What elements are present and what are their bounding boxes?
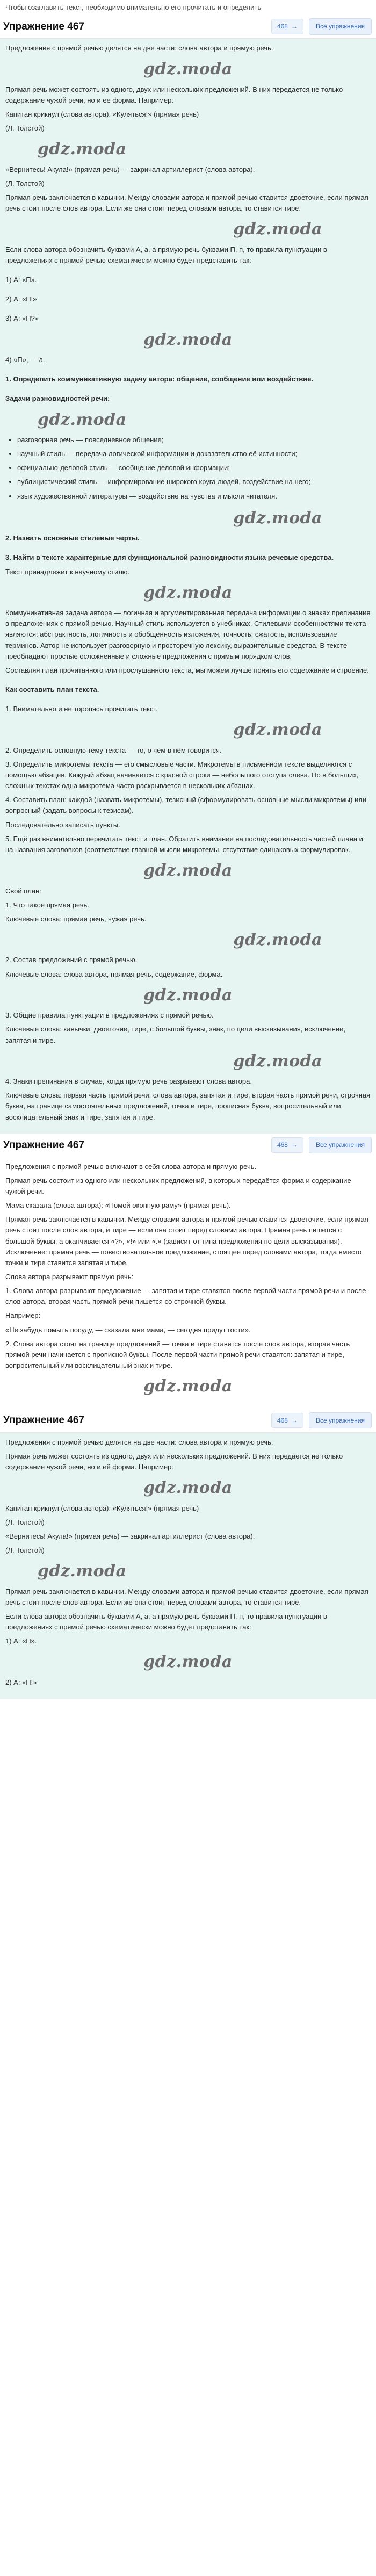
plan-heading: Как составить план текста. [5,686,99,694]
plan-item: 4. Составить план: каждой (назвать микротемы), тезисный (сформулировать основные мысли микротемы) или вопросный (задать вопросы к тезисам). [5,796,367,815]
paragraph: Прямая речь заключается в кавычки. Между словами автора и прямой речью ставится двоеточие, если прямая речь стоит после слов автора, и тире — если она стоит перед словами автора. Прямая речь пишется с большой буквы, а оканчивается «?», «!» или «.» (зависит от типа предложения по цели высказывания). Исключение: прямая речь — повествовательное предложение, стоящее перед словами автора, тогда вместо точки и тире ставится запятая и тире. [5,1215,368,1267]
paragraph: (Л. Толстой) [5,1546,45,1554]
plan-item: 1. Что такое прямая речь. [5,900,89,909]
question-2: 2. Назвать основные стилевые черты. [5,534,140,543]
scheme-line: 2) А: «П!» [5,1678,37,1686]
answer-card-2 [0,1157,376,1409]
exercise-title: Упражнение 467 [3,20,84,32]
next-exercise-number: 468 [277,1416,288,1424]
next-exercise-button[interactable] [271,19,303,34]
arrow-right-icon: → [291,1416,298,1424]
exercise-header [0,1409,376,1433]
watermark: gdz.moda [143,1377,233,1396]
paragraph: (Л. Толстой) [5,179,45,187]
scheme-line: 1) А: «П». [5,276,37,284]
header-actions [271,18,372,35]
watermark: gdz.moda [143,583,233,602]
paragraph: Прямая речь заключается в кавычки. Между словами автора и прямой речью ставится двоеточие, если прямая речь стоит после слов автора. Если же она стоит перед словами автора, то ставится тире. [5,1587,368,1606]
plan-item: 3. Общие правила пунктуации в предложениях с прямой речью. [5,1011,214,1020]
exercise-header [0,15,376,39]
paragraph: Если слова автора обозначить буквами А, а, а прямую речь буквами П, п, то правила пунктуации в предложениях с прямой речью схематически можно будет представить так: [5,245,327,265]
paragraph: Предложения с прямой речью делятся на две части: слова автора и прямую речь. [5,44,273,53]
paragraph: Если слова автора обозначить буквами А, а, а прямую речь буквами П, п, то правила пунктуации в предложениях с прямой речью схематически можно будет представить так: [5,1612,327,1632]
plan-item: Ключевые слова: первая часть прямой речи, слова автора, запятая и тире, вторая часть прямой речи, строчная буква, на границе самостоятельных предложений, точка и тире, прописная буква, вопросительный или восклицательный знак и тире, запятая и тире. [5,1091,371,1121]
list-item: • официально-деловой стиль — сообщение деловой информации; [17,463,371,473]
list-item: • публицистический стиль — информирование широкого круга людей, воздействие на него; [17,477,371,487]
header-actions [271,1412,372,1429]
paragraph: Предложения с прямой речью включают в себя слова автора и прямую речь. [5,1162,257,1171]
plan-item: 1. Внимательно и не торопясь прочитать текст. [5,705,158,713]
paragraph: Коммуникативная задача автора — логичная и аргументированная передача информации о знаках препинания в предложениях с прямой речью. Научный стиль используется в учебниках. Стилевыми особенностями текста являются: абстрактность, логичность и обобщённость изложения, точность, сжатость, использование терминов. Автор не использует разговорную и просторечную лексику, выразительные средства. В тексте преобладают простые осложнённые и сложные предложения с прямым порядком слов. [5,609,371,660]
paragraph: Составляя план прочитанного или прослушанного текста, мы можем лучше понять его содержание и строение. [5,666,369,674]
all-exercises-button[interactable]: Все упражнения [309,18,372,35]
watermark: gdz.moda [233,508,322,528]
plan-item: 2. Определить основную тему текста — то, о чём в нём говорится. [5,746,222,754]
next-exercise-number: 468 [277,1141,288,1149]
plan-item: 5. Ещё раз внимательно перечитать текст и план. Обратить внимание на последовательность частей плана и на названия заголовков (соответствие главной мысли микротемы, отсутствие одинаковых формулировок. [5,834,363,854]
watermark: gdz.moda [38,1562,127,1581]
watermark: gdz.moda [143,1478,233,1498]
plan-item: Ключевые слова: слова автора, прямая речь, содержание, форма. [5,970,223,978]
paragraph: Капитан крикнул (слова автора): «Куляться!» (прямая речь) [5,1504,199,1512]
paragraph: Слова автора разрывают прямую речь: [5,1273,134,1281]
paragraph: Прямая речь может состоять из одного, двух или нескольких предложений. В них передается не только содержание чужой речи, но и ее форма. Например: [5,85,343,104]
paragraph: «Вернитесь! Акула!» (прямая речь) — закричал артиллерист (слова автора). [5,1532,255,1540]
watermark: gdz.moda [38,410,127,429]
watermark: gdz.moda [143,330,233,349]
watermark: gdz.moda [38,140,127,159]
paragraph: (Л. Толстой) [5,1518,45,1526]
plan-item: Свой план: [5,886,41,895]
question-3: 3. Найти в тексте характерные для функциональной разновидности языка речевые средства. [5,553,334,562]
question-1-subheading: Задачи разновидностей речи: [5,394,110,403]
list-item: • научный стиль — передача логической информации и доказательство её истинности; [17,449,371,459]
scheme-line: 1) А: «П». [5,1637,37,1646]
all-exercises-button[interactable]: Все упражнения [309,1412,372,1429]
watermark: gdz.moda [233,930,322,949]
paragraph: 1. Слова автора разрывают предложение — запятая и тире ставятся после первой части прямой речи и после слов автора, вторая часть прямой речи пишется со строчной буквы. [5,1287,366,1306]
list-item: • язык художественной литературы — воздействие на чувства и мысли читателя. [17,491,371,502]
paragraph: Текст принадлежит к научному стилю. [5,567,130,576]
plan-item: Последовательно записать пункты. [5,820,120,829]
watermark: gdz.moda [143,60,233,79]
paragraph: Прямая речь заключается в кавычки. Между словами автора и прямой речью ставится двоеточие, если прямая речь стоит после слов автора. Если же она стоит перед словами автора, то ставится тире. [5,193,368,213]
paragraph: 2. Слова автора стоят на границе предложений — точка и тире ставятся после слов автора, вторая часть прямой речи начинается с прописной буквы. После первой части прямой речи ставятся: запятая и тире, вопросительный или восклицательный знак и тире. [5,1339,350,1369]
watermark: gdz.moda [143,985,233,1005]
next-exercise-button[interactable] [271,1413,303,1428]
paragraph: (Л. Толстой) [5,124,45,133]
paragraph: Например: [5,1311,41,1320]
scheme-line: 3) А: «П?» [5,314,39,323]
plan-item: Ключевые слова: кавычки, двоеточие, тире, с большой буквы, знак, по цели высказывания, исключение, запятая и тире. [5,1025,345,1044]
paragraph: Прямая речь может состоять из одного, двух или нескольких предложений. В них передается не только содержание чужой речи, но и её форма. Например: [5,1452,343,1471]
watermark: gdz.moda [143,1653,233,1672]
watermark: gdz.moda [233,1051,322,1071]
scheme-line: 4) «П», — а. [5,356,45,364]
intro-text: Чтобы озаглавить текст, необходимо внимательно его прочитать и определить [5,3,262,11]
arrow-right-icon: → [291,23,298,31]
paragraph: Капитан крикнул (слова автора): «Куляться!» (прямая речь) [5,110,199,119]
plan-item: 4. Знаки препинания в случае, когда прямую речь разрывают слова автора. [5,1077,252,1086]
watermark: gdz.moda [233,720,322,740]
question-1: 1. Определить коммуникативную задачу автора: общение, сообщение или воздействие. [5,375,314,384]
answer-card-1 [0,39,376,1134]
paragraph: Мама сказала (слова автора): «Помой оконную раму» (прямая речь). [5,1201,231,1210]
exercise-header [0,1134,376,1157]
speech-types-list [17,435,371,502]
watermark: gdz.moda [143,861,233,881]
watermark: gdz.moda [233,220,322,239]
plan-item: Ключевые слова: прямая речь, чужая речь. [5,914,147,923]
exercise-title: Упражнение 467 [3,1415,84,1426]
next-exercise-number: 468 [277,23,288,31]
scheme-line: 2) А: «П!» [5,295,37,304]
answer-card-3 [0,1433,376,1699]
plan-item: 2. Состав предложений с прямой речью. [5,956,138,964]
plan-item: 3. Определить микротемы текста — его смысловые части. Микротемы в письменном тексте выделяются с помощью абзацев. Каждый абзац начинается с красной строки — небольшого отступа слева. Но в больших, сложных текстах одна микротема часто раскрывается в нескольких абзацах. [5,760,359,790]
paragraph: «Вернитесь! Акула!» (прямая речь) — закричал артиллерист (слова автора). [5,165,255,174]
arrow-right-icon: → [291,1141,298,1149]
paragraph: «Не забудь помыть посуду, — сказала мне мама, — сегодня придут гости». [5,1325,251,1334]
list-item: • разговорная речь — повседневное общение; [17,435,371,445]
exercise-title: Упражнение 467 [3,1139,84,1151]
all-exercises-button[interactable]: Все упражнения [309,1137,372,1153]
paragraph: Предложения с прямой речью делятся на две части: слова автора и прямую речь. [5,1438,273,1446]
paragraph: Прямая речь состоит из одного или нескольких предложений, в которых передаётся форма и содержание чужой речи. [5,1176,351,1196]
header-actions [271,1137,372,1153]
next-exercise-button[interactable] [271,1137,303,1153]
